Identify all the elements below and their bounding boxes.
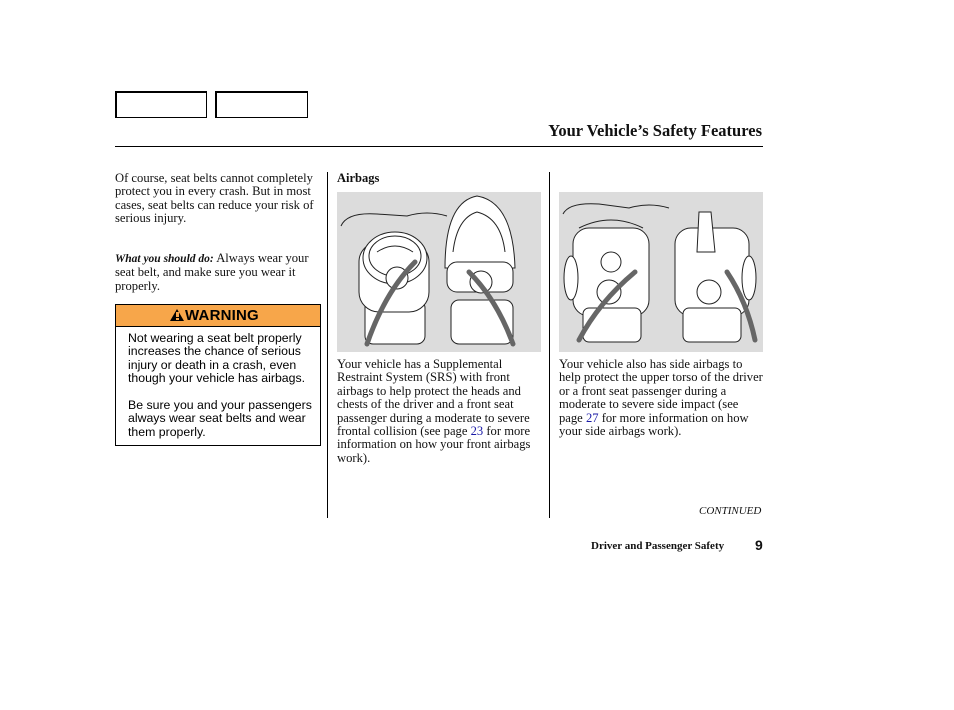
front-airbags-paragraph	[337, 358, 543, 465]
should-do-label: What you should do:	[115, 253, 214, 265]
section-label: Driver and Passenger Safety	[591, 540, 725, 552]
nav-box-next[interactable]	[215, 91, 308, 118]
side-airbags-text-end: for more information on how your side airbags work).	[559, 410, 749, 439]
nav-box-previous[interactable]	[115, 91, 207, 118]
front-airbags-text-end: for more information on how your front airbags work).	[337, 424, 531, 465]
warning-header	[116, 305, 320, 327]
column-divider-1	[327, 172, 328, 518]
side-airbags-figure	[559, 192, 763, 352]
front-airbags-figure	[337, 192, 541, 352]
page-title: Your Vehicle’s Safety Features	[548, 121, 762, 140]
page-number: 9	[755, 537, 763, 553]
intro-paragraph	[115, 172, 315, 226]
continued-label: CONTINUED	[699, 505, 762, 517]
side-airbags-text: Your vehicle also has side airbags to help protect the upper torso of the driver or a front seat passenger during a moderate to severe side impact (see page	[559, 357, 763, 425]
header-rule	[115, 146, 763, 147]
front-airbags-page-link[interactable]: 23	[470, 424, 484, 439]
side-airbags-page-link[interactable]: 27	[585, 410, 599, 425]
airbags-heading: Airbags	[337, 171, 380, 185]
front-airbags-text: Your vehicle has a Supplemental Restraint System (SRS) with front airbags to help protect the heads and chests of the driver and a front seat passenger during a moderate to severe frontal collision (see page	[337, 357, 530, 439]
should-do-text: Always wear your seat belt, and make sure you wear it properly.	[115, 251, 309, 293]
side-airbags-paragraph	[559, 358, 765, 438]
warning-exclamation-icon	[176, 312, 179, 317]
column-divider-2	[549, 172, 550, 518]
front-airbags-illustration	[337, 192, 541, 352]
warning-box	[115, 304, 321, 446]
side-airbags-illustration	[559, 192, 763, 352]
warning-paragraph-2: Be sure you and your passengers always wear seat belts and wear them properly.	[128, 398, 312, 439]
intro-text: Of course, seat belts cannot completely protect you in every crash. But in most cases, seat belts can reduce your risk of serious injury.	[115, 171, 314, 226]
should-do-paragraph	[115, 252, 315, 293]
warning-paragraph-1: Not wearing a seat belt properly increases the chance of serious injury or death in a crash, even though your vehicle has airbags.	[128, 331, 306, 385]
warning-label: WARNING	[185, 307, 259, 324]
